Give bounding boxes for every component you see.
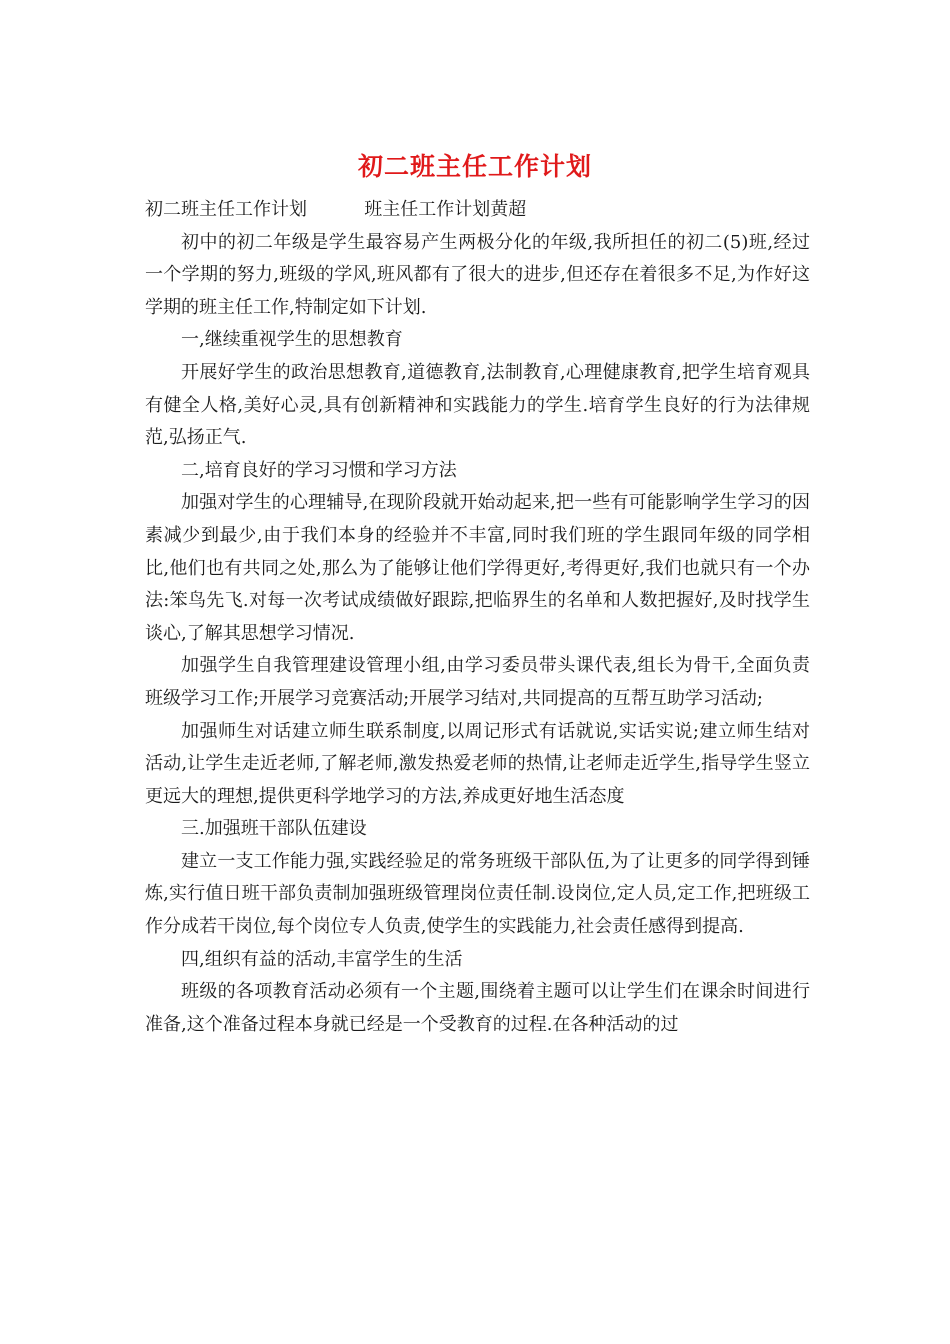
section-heading-3: 三.加强班干部队伍建设 [181,818,367,840]
subtitle-right: 班主任工作计划黄超 [364,199,527,220]
section-heading-2: 二,培育良好的学习习惯和学习方法 [181,459,457,481]
paragraph-intro: 初中的初二年级是学生最容易产生两极分化的年级,我所担任的初二(5)班,经过一个学期的努力,班级的学风,班风都有了很大的进步,但还存在着很多不足,为作好这学期的班主任工作,特制定如下计划. [145,231,810,318]
paragraph-3: 建立一支工作能力强,实践经验足的常务班级干部队伍,为了让更多的同学得到锤炼,实行值日班干部负责制加强班级管理岗位责任制.设岗位,定人员,定工作,把班级工作分成若干岗位,每个岗位专人负责,使学生的实践能力,社会责任感得到提高. [145,850,810,938]
paragraph-1: 开展好学生的政治思想教育,道德教育,法制教育,心理健康教育,把学生培育观具有健全人格,美好心灵,具有创新精神和实践能力的学生.培育学生良好的行为法律规范,弘扬正气. [145,361,810,449]
subtitle-left: 初二班主任工作计划 [145,199,307,220]
document-body [145,194,810,1041]
document-subtitle [145,194,810,227]
paragraph-4: 班级的各项教育活动必须有一个主题,围绕着主题可以让学生们在课余时间进行准备,这个准备过程本身就已经是一个受教育的过程.在各种活动的过 [145,981,810,1035]
section-heading-4: 四,组织有益的活动,丰富学生的生活 [181,948,463,970]
paragraph-2a: 加强对学生的心理辅导,在现阶段就开始动起来,把一些有可能影响学生学习的因素减少到最少,由于我们本身的经验并不丰富,同时我们班的学生跟同年级的同学相比,他们也有共同之处,那么为了能够让他们学得更好,考得更好,我们也就只有一个办法:笨鸟先飞.对每一次考试成绩做好跟踪,把临界生的名单和人数把握好,及时找学生谈心,了解其思想学习情况. [145,492,810,644]
paragraph-2c: 加强师生对话建立师生联系制度,以周记形式有话就说,实话实说;建立师生结对活动,让学生走近老师,了解老师,激发热爱老师的热情,让老师走近学生,指导学生竖立更远大的理想,提供更科学地学习的方法,养成更好地生活态度 [145,720,810,807]
paragraph-2b: 加强学生自我管理建设管理小组,由学习委员带头课代表,组长为骨干,全面负责班级学习工作;开展学习竞赛活动;开展学习结对,共同提高的互帮互助学习活动; [145,655,810,709]
section-heading-1: 一,继续重视学生的思想教育 [181,329,403,351]
document-title: 初二班主任工作计划 [357,152,592,181]
